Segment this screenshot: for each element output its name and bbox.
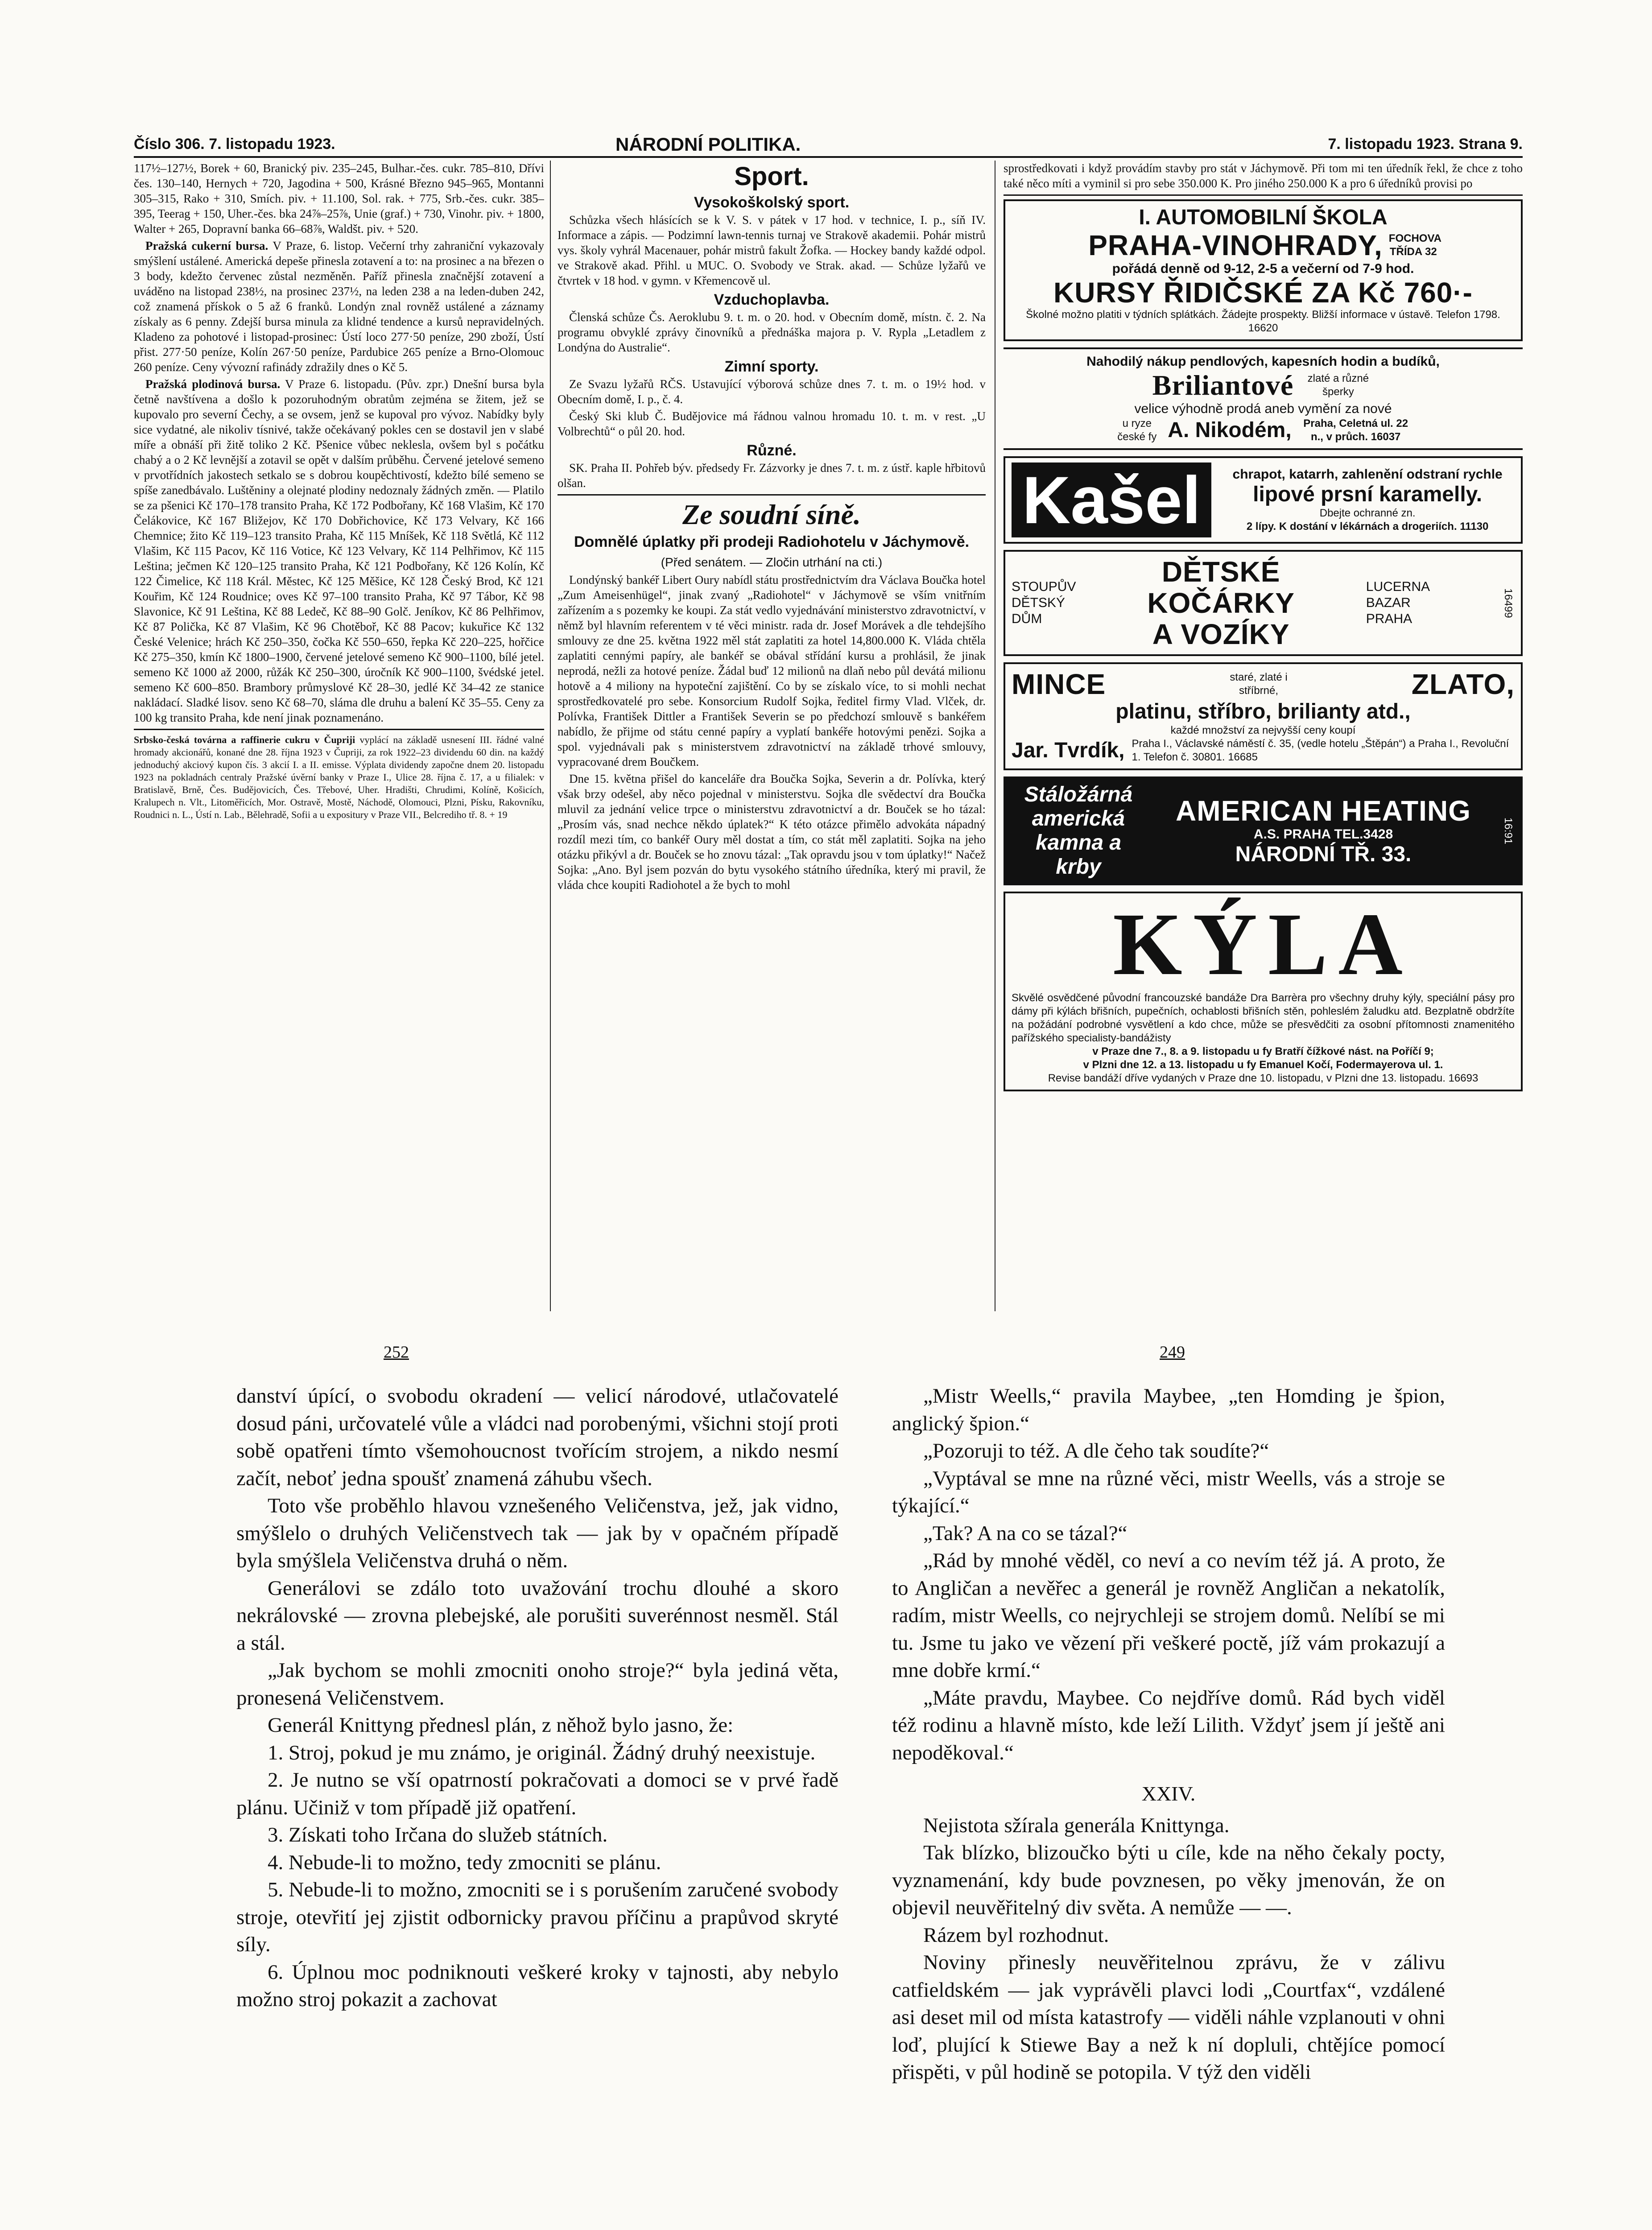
ad-heading: DĚTSKÉ xyxy=(1161,556,1280,588)
ad-heading: AMERICAN HEATING xyxy=(1176,795,1471,827)
sport-text: Schůzka všech hlásících se k V. S. v pátek v 17 hod. v technice, I. p., síň IV. Informace a zápis. — Podzimní lawn-tennis turnaj ve Strakově akademii. Pohár mistrů vys. školy vyhrál Macenauer, pohár mistrů fakult Žofka. — Hockey bandy každé odpol. ve Strakově akad. Přihl. u MUC. O. Svobody ve Strak. akad. — Schůze lyžařů ve čtvrtek v 18 hod. v gymn. v Křemencově ul. xyxy=(558,213,986,287)
book-paragraph: Tak blízko, blizoučko býti u cíle, kde na něho čekaly pocty, vyznamenání, kdy bude povznesen, po věky jmenován, že on objevil neuvěřitelný div světa. A nemůže — —. xyxy=(892,1841,1445,1919)
ad-heading: KOČÁRKY xyxy=(1147,587,1295,619)
book-paragraph: „Rád by mnohé věděl, co neví a co nevím též já. A proto, že to Angličan a nevěřec a generál je rovněž Angličan a nekatolík, radím, mistr Weells, co nejrychleji se strojem domů. Nelíbí se mi tu. Jsme tu jako ve vězení při veškeré poctě, jíž vám prokazují a mne dobře krmí.“ xyxy=(892,1549,1445,1682)
chapter-heading: XXIV. xyxy=(1141,1782,1196,1805)
ad-text: chrapot, katarrh, zahlenění odstraní rychle xyxy=(1232,467,1503,482)
book-page-right xyxy=(892,1383,1445,2086)
ad-address: NÁRODNÍ TŘ. 33. xyxy=(1235,842,1412,866)
ad-heading: I. AUTOMOBILNÍ ŠKOLA xyxy=(1139,206,1388,229)
sugar-exchange-text: V Praze, 6. listop. Večerní trhy zahraniční vykazovaly smýšlení ustálené. Americká depeše přinesla zotavení a to: na prosinec a na březen o 3 body, kdežto červenec zůstal nezměněn. Paříž přinesla značnější zotavení a uváděno na listopad 238½, na prosinec 237½, na leden 238 a na leden-duben 242, což znamená přískok o 5 až 6 franků. Londýn znal rovněž ustálené a záznamy získaly as 6 penny. Zdejší bursa minula za klidné tendence a kursů nepravidelných. Kladeno za pohotové i listopad-prosinec: Ústí loco 277·50 peníze, 290 zboží, Ústí přist. 277·50 peníze, Kolín 267·50 peníze, Pardubice 265 peníze a Brno-Olomouc 260 peníze. Ceny vývozní rafinády zdražily dnes o Kč 5. xyxy=(134,239,544,374)
ad-text: staré, zlaté i stříbrné, xyxy=(1230,671,1288,697)
ad-number: 16:91 xyxy=(1502,817,1514,845)
winter-subtitle: Zimní sporty. xyxy=(724,358,819,375)
masthead: NÁRODNÍ POLITIKA. xyxy=(615,134,801,155)
book-paragraph: 1. Stroj, pokud je mu známo, je originál. Žádný druhý neexistuje. xyxy=(268,1741,816,1764)
book-paragraph: 6. Úplnou moc podniknouti veškeré kroky v tajnosti, aby nebylo možno stroj pokazit a zachovat xyxy=(236,1960,838,2011)
ad-heating xyxy=(1004,776,1523,885)
column-divider xyxy=(550,161,551,1311)
section-heading: Pražská cukerní bursa. xyxy=(145,239,268,252)
ad-text: DĚTSKÝ xyxy=(1012,595,1066,610)
ad-text: Revise bandáží dříve vydaných v Praze dne 10. listopadu, v Plzni dne 13. listopadu. 16693 xyxy=(1048,1072,1479,1084)
book-paragraph: „Pozoruji to též. A dle čeho tak soudíte?“ xyxy=(923,1439,1269,1462)
court-text-continued: sprostředkovati i když provádím stavby pro stát v Jáchymově. Při tom mi ten úředník řekl, že chce z toho také něco míti a vyminil si pro sebe 350.000 K. Pro jiného 250.000 K a pro 6 úředníků provisi po xyxy=(1004,161,1523,190)
ad-heading: PRAHA-VINOHRADY, xyxy=(1088,229,1383,261)
ad-number: 16499 xyxy=(1502,588,1514,618)
book-paragraph: „Mistr Weells,“ pravila Maybee, „ten Homding je špion, anglický špion.“ xyxy=(892,1384,1445,1435)
ad-text: pořádá denně od 9-12, 2-5 a večerní od 7-9 hod. xyxy=(1112,261,1414,276)
ad-heading: Briliantové xyxy=(1152,369,1294,401)
ad-heading: MINCE xyxy=(1012,668,1106,700)
ad-text: BAZAR xyxy=(1366,595,1411,610)
book-paragraph: Noviny přinesly neuvěřitelnou zprávu, že v zálivu catfieldském — jak vyprávěli plavci lodi „Courtfax“, vzdálené asi deset mil od místa katastrofy — viděli náhle vzplanouti v ohni loď, plující k Stiewe Bay a než k ní dopluli, chtějíce pomocí přispěti, v půl hodině se potopila. V týž den viděli xyxy=(892,1951,1445,2084)
ad-heading: ZLATO, xyxy=(1411,668,1515,700)
ads-column xyxy=(1004,161,1523,1311)
ad-text: velice výhodně prodá aneb vymění za nové xyxy=(1134,401,1392,416)
ad-heading: Jar. Tvrdík, xyxy=(1012,739,1125,762)
ad-text: A.S. PRAHA TEL.3428 xyxy=(1253,827,1393,842)
page-number-right: 249 xyxy=(1160,1343,1185,1362)
book-paragraph: 4. Nebude-li to možno, tedy zmocniti se plánu. xyxy=(268,1850,661,1874)
ad-address: Praha I., Václavské náměstí č. 35, (vedle hotelu „Štěpán“) a Praha I., Revoluční 1. Telefon č. 30801. 16685 xyxy=(1132,738,1509,763)
ad-hernia xyxy=(1004,892,1523,1091)
book-page-left xyxy=(236,1383,838,2014)
book-paragraph: „Jak bychom se mohli zmocniti onoho stroje?“ byla jediná věta, pronesená Veličenstvem. xyxy=(236,1659,838,1710)
book-paragraph: „Vyptával se mne na různé věci, mistr Weells, vás a stroje se týkající.“ xyxy=(892,1466,1445,1517)
ad-text: v Plzni dne 12. a 13. listopadu u fy Emanuel Kočí, Fodermayerova ul. 1. xyxy=(1083,1059,1443,1071)
court-subtitle: Domnělé úplatky při prodeji Radiohotelu v Jáchymově. xyxy=(574,533,970,550)
ad-coins xyxy=(1004,662,1523,770)
issue-number: Číslo 306. 7. listopadu 1923. xyxy=(134,136,335,153)
ad-text: každé množství za nejvyšší ceny koupí xyxy=(1170,724,1356,736)
ad-text: PRAHA xyxy=(1366,611,1412,626)
markets-column xyxy=(134,161,544,1311)
ad-driving-school xyxy=(1004,199,1523,341)
book-paragraph: Generál Knittyng přednesl plán, z něhož bylo jasno, že: xyxy=(268,1714,734,1737)
ad-prams xyxy=(1004,550,1523,656)
ad-text: 2 lípy. K dostání v lékárnách a drogeriích. 11130 xyxy=(1246,520,1489,533)
aviation-text: Členská schůze Čs. Aeroklubu 9. t. m. o 20. hod. v Obecním domě, místn. č. 2. Na programu obvyklé zprávy činovníků a přednáška majora p. V. Rypla „Letadlem z Londýna do Australie“. xyxy=(558,310,986,354)
ad-heading: KÝLA xyxy=(1113,895,1413,994)
aviation-subtitle: Vzduchoplavba. xyxy=(714,291,830,308)
ad-text: v Praze dne 7., 8. a 9. listopadu u fy Bratří čížkové nást. na Poříčí 9; xyxy=(1092,1045,1434,1057)
book-paragraph: Rázem byl rozhodnut. xyxy=(923,1923,1109,1947)
ad-heading: A. Nikodém, xyxy=(1168,418,1292,442)
stock-quotes: 117½–127½, Borek + 60, Branický piv. 235–245, Bulhar.-čes. cukr. 785–810, Dřívi čes. 130–140, Hernych + 720, Jagodina + 500, Krásné Březno 945–965, Montanni 305–315, Rako + 310, Smích. piv. + 11.100, Sol. rak. + 775, Srb.-čes. cukr. 385–395, Teerag + 150, Uher.-čes. bka 24⅞–25⅞, Unie (graf.) + 730, Vinohr. piv. + 1800, Walter + 265, Dopravní banka 66–68⅞, Waldšt. piv. + 520. xyxy=(134,161,544,235)
divider xyxy=(1004,194,1523,196)
date-page: 7. listopadu 1923. Strana 9. xyxy=(1328,136,1523,153)
book-paragraph: „Tak? A na co se tázal?“ xyxy=(923,1521,1127,1545)
ad-heading: A VOZÍKY xyxy=(1152,618,1290,650)
book-paragraph: danství úpící, o svobodu okradení — velicí národové, utlačovatelé dosud páni, určovatelé vůle a vládci nad porobenými, všichni stojí proti sobě opatřeni tímto všemohoucnost tvořícím strojem, a nikdo nesmí začít, neboť jedna spoušť znamená záhubu všech. xyxy=(236,1384,838,1490)
winter-text: Ze Svazu lyžařů RČS. Ustavující výborová schůze dnes 7. t. m. o 19½ hod. v Obecním domě, I. p., č. 4. xyxy=(558,377,986,406)
ad-text: zlaté a různé šperky xyxy=(1307,372,1369,398)
dividend-notice: vyplácí na základě usnesení III. řádné valné hromady akcionářů, konané dne 28. října 1923 v Čupriji, za rok 1922–23 dividendu 60 din. na každý jednoduchý akciový kupon čís. 3 akcií I. a II. emisse. Výplata dividendy započne dnem 20. listopadu 1923 na pokladnách centraly Pražské úvěrní banky v Praze I., Ulice 28. října č. 17, a u filialek: v Bratislavě, Brně, Čes. Budějovicích, Čes. Třebové, Uher. Hradišti, Chrudimi, Kolíně, Košicích, Kralupech n. Vlt., Litoměřicích, Mor. Ostravě, Mostě, Náchodě, Olomouci, Plzni, Písku, Rakovníku, Roudnici n. L., Ústí n. Lab., Bělehradě, Sofii a u expositury v Praze VII., Belcrediho tř. 8. + 19 xyxy=(134,734,544,820)
ad-text: u ryze české fy xyxy=(1117,417,1157,443)
ad-address: Praha, Celetná ul. 22 n., v průch. 16037 xyxy=(1303,417,1408,443)
court-text: Dne 15. května přišel do kanceláře dra Boučka Sojka, Severin a dr. Polívka, který však brzy odešel, aby něco pojednal v ministerstvu. Sojka dle svědectví dra Boučka mluvil za jednání velice trpce o ministerstvu zdravotnictví a dr. Bouček se ho tázal: „Prosím vás, snad nechce někdo úplatek?“ K této otázce přimělo advokáta nápadný rozdíl mezi tím, co bankéř Oury měl dostat a tím, co stát měl zaplatiti. Sojka na jeho otázku přikývl a dr. Bouček se ho znovu tázal: „Tak opravdu jsou v tom úplatky!“ Načež Sojka: „Ano. Byl jsem pozván do bytu vysokého státního úředníka, který mi pravil, že vláda chce koupiti Radiohotel a že bych to mohl xyxy=(558,772,986,892)
newspaper-header xyxy=(134,134,1523,158)
ad-text: DŮM xyxy=(1012,611,1042,626)
book-paragraph: Toto vše proběhlo hlavou vznešeného Veličenstva, jež, jak vidno, smýšlelo o druhých Veličenstvech tak — jak by v opačném případě byla smýšlela Veličenstva druhá o něm. xyxy=(236,1494,838,1572)
ad-heading: KURSY ŘIDIČSKÉ ZA Kč 760·- xyxy=(1053,277,1473,309)
sport-court-column xyxy=(558,161,986,1311)
misc-text: SK. Praha II. Pohřeb býv. předsedy Fr. Zázvorky je dnes 7. t. m. z ústř. kaple hřbitovů olšan. xyxy=(558,461,986,490)
ad-heading: lipové prsní karamelly. xyxy=(1253,483,1483,506)
ad-text: Nahodilý nákup pendlových, kapesních hodin a budíků, xyxy=(1086,354,1440,369)
winter-text: Český Ski klub Č. Budějovice má řádnou valnou hromadu 10. t. m. v rest. „U Volbrechtů“ o půl 20. hod. xyxy=(558,409,986,438)
court-title: Ze soudní síně. xyxy=(682,499,861,530)
ad-heading: Stáložárná americká kamna a krby xyxy=(1024,783,1133,879)
ad-heading: Kašel xyxy=(1012,463,1211,537)
ad-address: FOCHOVA TŘÍDA 32 xyxy=(1388,232,1442,258)
section-heading: Srbsko-česká továrna a raffinerie cukru v Čupriji xyxy=(134,734,355,745)
court-subtitle-2: (Před senátem. — Zločin utrhání na cti.) xyxy=(661,555,883,569)
divider xyxy=(558,494,986,496)
ad-heading: platinu, stříbro, brilianty atd., xyxy=(1115,700,1411,723)
grain-exchange-text: V Praze 6. listopadu. (Pův. zpr.) Dnešní bursa byla četně navštívena a došlo k pozoruhodným obratům zejména se žitem, jež se kupovalo pro severní Čechy, a se ovsem, jenž se kupoval pro vývoz. Nabídky byly sice vydatné, ale nikoliv tísnivé, takže očekávaný pokles cen se dostavil jen v slabé míře a obnáší při žitě toliko 2 Kč. Pšenice vůbec neklesla, ovšem byl s počátku chabý a o 2 Kč levnější a zotavil se opět v dalším průběhu. Červené jetelové semeno v prvotřídních jakostech setkalo se s dobrou koupěchtivostí, kdežto bílé semeno se spíše zanedbávalo. Luštěniny a olejnaté plodiny nedoznaly žádných změn. — Platilo se za pšenici Kč 170–178 transito Praha, Kč 172 Podbořany, Kč 168 Vlašim, Kč 170 Čelákovice, Kč 167 Bližejov, Kč 170 Dobřichovice, Kč 173 Velvary, Kč 166 Chemnice; žito Kč 119–123 transito Praha, Kč 115 Mníšek, Kč 118 Světlá, Kč 112 Vlašim, Kč 115 Pacov, Kč 116 Votice, Kč 123 Velvary, Kč 114 Pelhřimov, Kč 115 Leština; ječmen Kč 120–125 transito Praha, Kč 121 Podbořany, Kč 126 Kolín, Kč 122 Čimelice, Kč 118 Král. Městec, Kč 125 Měšice, Kč 128 Český Brod, Kč 121 Kouřim, Kč 124 Roudnice; oves Kč 97–100 transito Praha, Kč 97 Tábor, Kč 98 Slavonice, Kč 91 Leština, Kč 88 Ledeč, Kč 88–90 Golč. Jeníkov, Kč 86 Pelhřimov, Kč 87 Polička, Kč 87 Vlašim, Kč 96 Chotěboř, Kč 88 Pacov; kukuřice Kč 132 České Velenice; hrách Kč 250–350, čočka Kč 550–650, řepka Kč 220–225, hořčice Kč 275–350, kmín Kč 1800–1900, červené jetelové semeno Kč 900–1100, bílé jetel. semeno Kč 1000 až 2000, růžák Kč 250–300, úročník Kč 900–1100, švédské jetel. semeno Kč 600–850. Brambory průmyslové Kč 28–30, jedlé Kč 34–42 ze stanice nakládací. Sladké lisov. seno Kč 68–70, sláma dle druhu a balení Kč 35–55. Ceny za 100 kg transito Praha, kde není jinak poznamenáno. xyxy=(134,377,544,724)
book-paragraph: Generálovi se zdálo toto uvažování trochu dlouhé a skoro nekrálovské — zrovna plebejské, ale porušiti suverénnost nesměl. Stál a stál. xyxy=(236,1576,838,1655)
section-heading: Pražská plodinová bursa. xyxy=(145,377,281,391)
page-number-left: 252 xyxy=(384,1343,409,1362)
ad-text: LUCERNA xyxy=(1366,579,1430,594)
divider xyxy=(134,729,544,730)
court-text: Londýnský bankéř Libert Oury nabídl státu prostřednictvím dra Václava Boučka hotel „Zum Ameisenhügel“, jinak zvaný „Radiohotel“ v Jáchymově se vším vnitřním zařízením a s pozemky ke koupi. Za stát vedlo vyjednávání ministerstvo zdravotnictví, v němž byl hlavním referentem v té věci ministr. rada dr. Josef Morávek a dle tehdejšího smlouvy ze dne 25. května 1922 měl stát zaplatiti za hotel 14,800.000 K. Vláda chtěla zaplatiti cennými papíry, ale bankéř se obával střídání kursu a prohlásil, že jinak neprodá, nežli za hotové peníze. Žádal buď 12 milionů na dlaň nebo půl devátá milionu hotově a 4 miliony na hypoteční zajištění. Co by se získalo více, to si mohli nechat sprostředkovatelé pro sebe. Konsorcium Rudolf Sojka, ředitel firmy Vlad. Vlček, dr. Polívka, František Dittler a František Severin se po předchozí smlouvě s bankéřem nabídlo, že přijme od státu cenné papíry a vyplatí bankéře hotovými penězi. Sojka a spol. vyjednávali pak s ministerstvem zdravotnictví na základě trhové smlouvy, vypracované drem Boučkem. xyxy=(558,573,986,768)
ad-cough-drops xyxy=(1004,456,1523,544)
book-paragraph: 3. Získati toho Irčana do služeb státních. xyxy=(268,1823,608,1846)
ad-text: Dbejte ochranné zn. xyxy=(1319,507,1416,519)
book-paragraph: Nejistota sžírala generála Knittynga. xyxy=(923,1813,1230,1837)
book-paragraph: „Máte pravdu, Maybee. Co nejdříve domů. Rád bych viděl též rodinu a hlavně místo, kde leží Lilith. Vždyť jsem jí ještě ani nepoděkoval.“ xyxy=(892,1686,1445,1764)
sport-subtitle: Vysokoškolský sport. xyxy=(694,194,850,211)
ad-text: STOUPŮV xyxy=(1012,579,1076,594)
book-paragraph: 5. Nebude-li to možno, zmocniti se i s porušením zaručené svobody stroje, otevřití jej zjistit odbornicky pravou příčinu a prapůvod skryté síly. xyxy=(236,1878,838,1956)
misc-subtitle: Různé. xyxy=(747,442,797,459)
book-paragraph: 2. Je nutno se vší opatrností pokračovati a domoci se v prvé řadě plánu. Učiniž v tom případě již opatření. xyxy=(236,1768,838,1819)
sport-title: Sport. xyxy=(734,162,809,191)
ad-jewelry xyxy=(1004,347,1523,450)
ad-text: Skvělé osvědčené původní francouzské bandáže Dra Barrèra pro všechny druhy kýly, speciální pásy pro dámy při kýlách břišních, pupečních, ochablosti břišních stěn, pohleslém žaludku atd. Bezplatně obdržíte na požádání podrobné vysvětlení a kdo chce, může se přesvědčiti za osobní přítomnosti znamenitého pařížského specialisty-bandážisty xyxy=(1012,992,1515,1044)
ad-text: Školné možno platiti v týdních splátkách. Žádejte prospekty. Bližší informace v ústavě. Telefon 1798. 16620 xyxy=(1026,309,1500,334)
